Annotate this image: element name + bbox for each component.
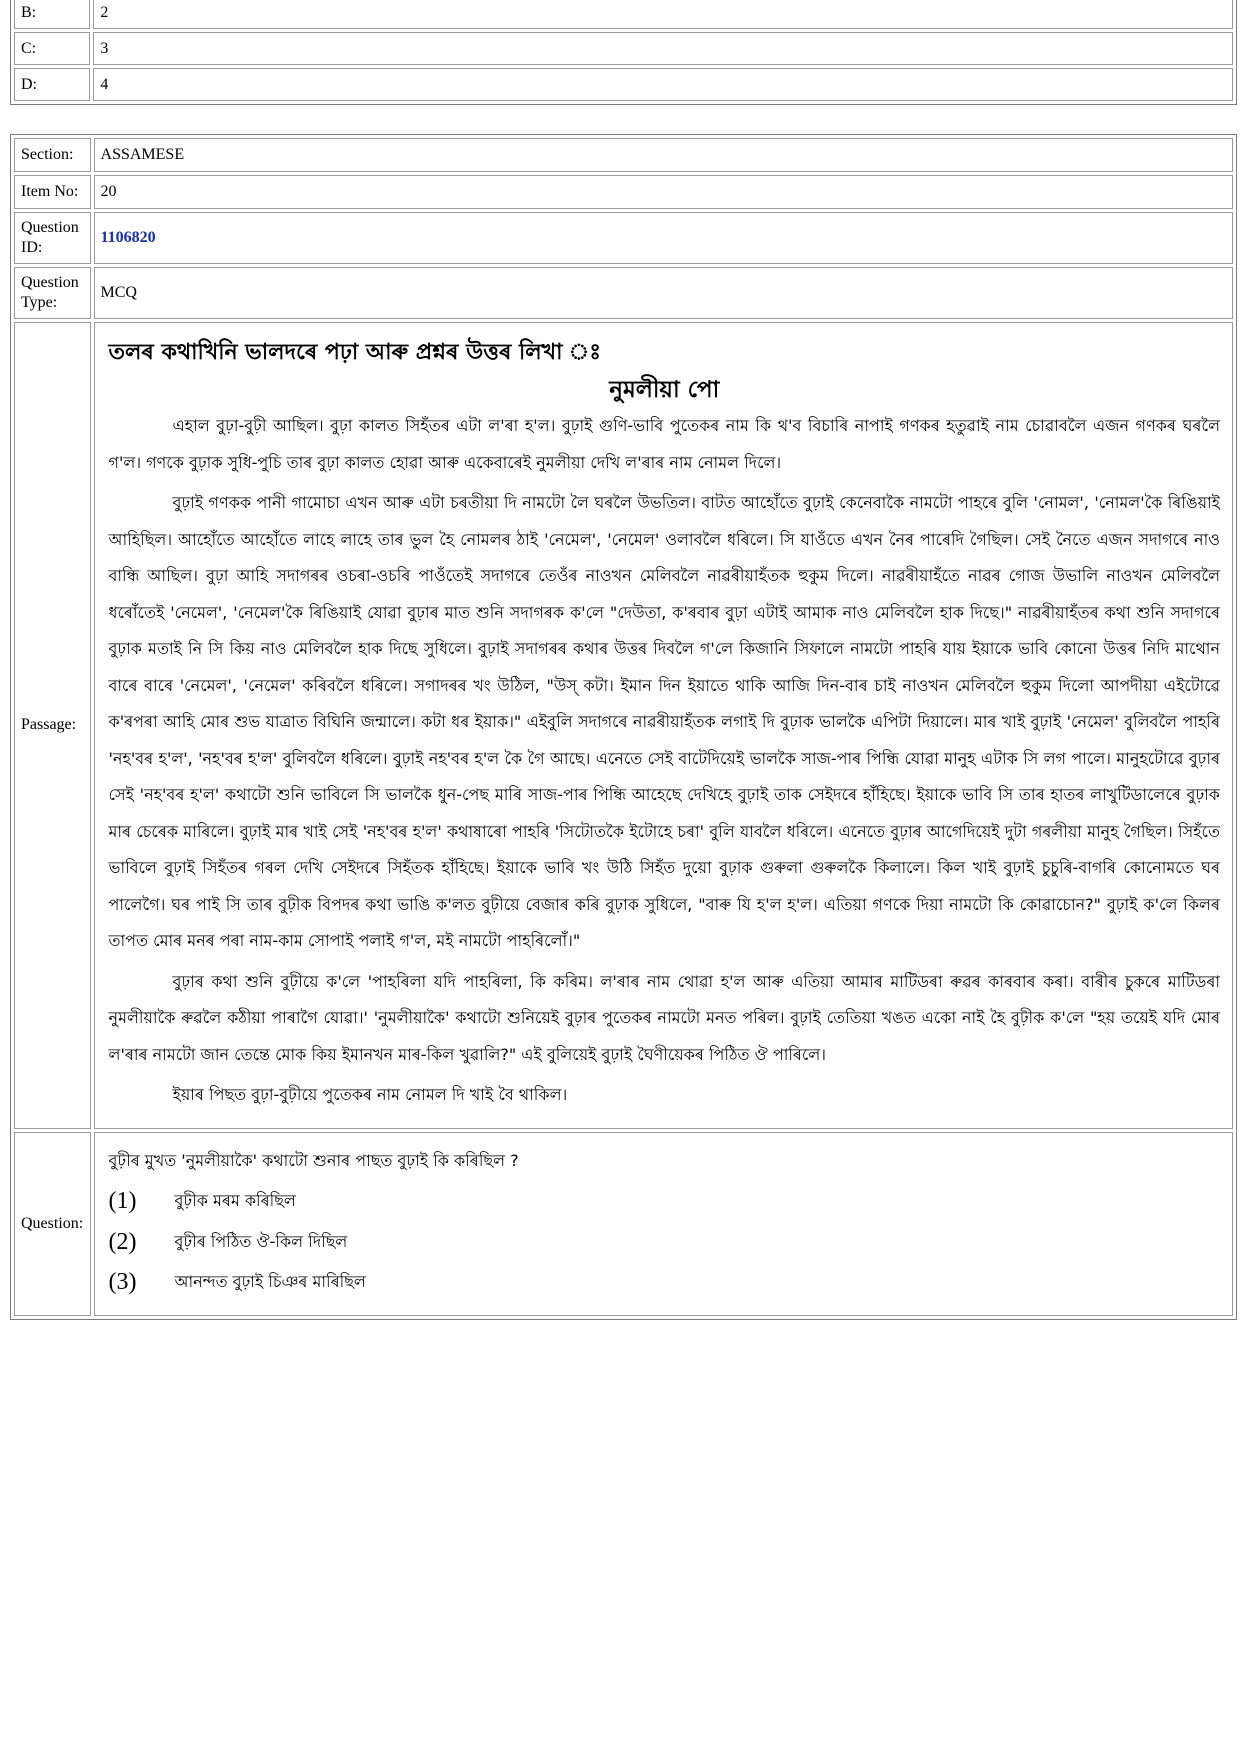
question-type-row <box>14 267 1233 319</box>
option-label: C: <box>14 32 90 65</box>
passage-paragraph: এহাল বুঢ়া-বুঢ়ী আছিল। বুঢ়া কালত সিহঁতৰ এটা ল'ৰা হ'ল। বুঢ়াই গুণি-ভাবি পুতেকৰ নাম কি থ'ব বিচাৰি নাপাই গণকৰ হতুৱাই নাম চোৱাবলৈ এজন গণকৰ ঘৰলৈ গ'ল। গণকে বুঢ়াক সুধি-পুচি তাৰ বুঢ়া কালত হোৱা আৰু একেবাৰেই নুমলীয়া দেখি ল'ৰাৰ নাম নোমল দিলে। <box>108 416 1220 472</box>
passage-title: নুমলীয়া পো <box>609 376 720 403</box>
passage-instruction: তলৰ কথাখিনি ভালদৰে পঢ়া আৰু প্ৰশ্নৰ উত্তৰ লিখা ঃ <box>108 340 601 365</box>
question-text: বুঢ়ীৰ মুখত 'নুমলীয়াকৈ' কথাটো শুনাৰ পাছত বুঢ়াই কি কৰিছিল ? <box>108 1150 519 1170</box>
passage-paragraph: বুঢ়াই গণকক পানী গামোচা এখন আৰু এটা চৰতীয়া দি নামটো লৈ ঘৰলৈ উভতিল। বাটত আহোঁতে বুঢ়াই কেনেবাকৈ নামটো পাহৰে বুলি 'নোমল', 'নোমল'কৈ ৰিঙিয়াই আহিছিল। আহোঁতে আহোঁতে লাহে লাহে তাৰ ভুল হৈ নোমলৰ ঠাই 'নেমেল', 'নেমেল' ওলাবলৈ ধৰিলে। সি যাওঁতে এখন নৈৰ পাৰেদি গৈছিল। সেই নৈতে এজন সদাগৰে নাও বান্ধি আছিল। বুঢ়া আহি সদাগৰৰ ওচৰা-ওচৰি পাওঁতেই সদাগৰে তেওঁৰ নাওখন মেলিবলৈ নাৱৰীয়াহঁতক হুকুম দিলে। নাৱৰীয়াহঁতে নাৱৰ গোজ উভালি নাওখন মেলিবলৈ ধৰোঁতেই 'নেমেল', 'নেমেল'কৈ ৰিঙিয়াই যোৱা বুঢ়াৰ মাত শুনি সদাগৰক ক'লে "দেউতা, ক'ৰবাৰ বুঢ়া এটাই আমাক নাও মেলিবলৈ হাক দিছে।" নাৱৰীয়াহঁতৰ কথা শুনি সদাগৰে বুঢ়াক মতাই নি সি কিয় নাও মেলিবলৈ হাক দিছে সুধিলে। বুঢ়াই সদাগৰৰ কথাৰ উত্তৰ দিবলৈ গ'লে কিজানি সিফালে নামটো পাহৰি যায় ইয়াকে ভাবি কোনো উত্তৰ নিদি মাথোন বাৰে বাৰে 'নেমেল', 'নেমেল' কৰিবলৈ ধৰিলে। সগাদৰৰ খং উঠিল, "উস্ কটা। ইমান দিন ইয়াতে থাকি আজি দিন-বাৰ চাই নাওখন মেলিবলৈ হুকুম দিলো আপদীয়া এইটোৱে ক'ৰপৰা আহি মোৰ শুভ যাত্ৰাত বিঘিনি জন্মালে। কটা ধৰ ইয়াক।" এইবুলি সদাগৰে নাৱৰীয়াহঁতক লগাই দি বুঢ়াক ভালকৈ এপিটা দিয়ালে। মাৰ খাই বুঢ়াই 'নেমেল' বুলিবলৈ পাহৰি 'নহ'বৰ হ'ল', 'নহ'বৰ হ'ল' বুলিবলৈ ধৰিলে। বুঢ়াই নহ'বৰ হ'ল কৈ গৈ আছে। এনেতে সেই বাটেদিয়েই ভালকৈ সাজ-পাৰ পিন্ধি যোৱা মানুহ এটাক সি লগ পালে। মানুহটোৱে বুঢ়াৰ সেই 'নহ'বৰ হ'ল' কথাটো শুনি ভাবিলে সি ভালকৈ ধুন-পেছ মাৰি সাজ-পাৰ পিন্ধি আহেছে দেখিহে বুঢ়াই তাক সেইদৰে হাঁহিছে। ইয়াকে ভাবি সি তাৰ হাতৰ লাখুটিডালেৰে বুঢ়াক মাৰ চেৰেক মাৰিলে। বুঢ়াই মাৰ খাই সেই 'নহ'বৰ হ'ল' কথাষাৰো পাহৰি 'সিটোতকৈ ইটোহে চৰা' বুলি যাবলৈ ধৰিলে। এনেতে বুঢ়াৰ আগেদিয়েই দুটা গৰলীয়া মানুহ গৈছিল। সিহঁতে ভাবিলে বুঢ়াই সিহঁতৰ গৰল দেখি সেইদৰে সিহঁতক হাঁহিছে। ইয়াকে ভাবি খং উঠি সিহঁত দুয়ো বুঢ়াক গুৰুলা গুৰুলকৈ কিলালে। কিল খাই বুঢ়াই চুচুৰি-বাগৰি কোনোমতে ঘৰ পালেগৈ। ঘৰ পাই সি তাৰ বুঢ়ীক বিপদৰ কথা ভাঙি ক'লত বুঢ়ীয়ে বেজাৰ কৰি বুঢ়াক সুধিলে, "বাৰু যি হ'ল হ'ল। এতিয়া গণকে দিয়া নামটো কি কোৱাচোন?" বুঢ়াই ক'লে কিলৰ তাপত মোৰ মনৰ পৰা নাম-কাম সোপাই পলাই গ'ল, মই নামটো পাহৰিলোঁ।" <box>108 493 1220 950</box>
option-value: 2 <box>93 0 1233 29</box>
option-label: D: <box>14 68 90 101</box>
answer-option <box>109 1224 1220 1261</box>
section-label: Section: <box>14 138 91 172</box>
question-row <box>14 1132 1233 1316</box>
passage-row <box>14 322 1233 1129</box>
option-row <box>14 68 1233 101</box>
section-row <box>14 138 1233 172</box>
answer-option-number: (2) <box>108 1228 137 1255</box>
answer-option-number: (1) <box>108 1188 137 1214</box>
question-table <box>10 134 1237 1320</box>
answer-option-number: (3) <box>108 1269 137 1295</box>
answer-option-text: বুঢ়ীৰ পিঠিত ঔ-কিল দিছিল <box>174 1231 348 1251</box>
question-type-label: Question Type: <box>14 267 91 319</box>
item-no-row <box>14 175 1233 209</box>
item-no-value: 20 <box>94 175 1233 209</box>
question-id-value: 1106820 <box>94 212 1233 264</box>
answer-option-text: আনন্দত বুঢ়াই চিঞৰ মাৰিছিল <box>174 1272 366 1291</box>
answer-option-text: বুঢ়ীক মৰম কৰিছিল <box>174 1191 296 1210</box>
passage-content <box>94 322 1233 1129</box>
question-label: Question: <box>14 1132 91 1316</box>
question-type-value: MCQ <box>94 267 1233 319</box>
section-value: ASSAMESE <box>94 138 1233 172</box>
passage-label: Passage: <box>14 322 91 1129</box>
passage-paragraph: ইয়াৰ পিছত বুঢ়া-বুঢ়ীয়ে পুতেকৰ নাম নোমল দি খাই বৈ থাকিল। <box>172 1085 568 1104</box>
question-id-label: Question ID: <box>14 212 91 264</box>
answer-option <box>109 1264 1220 1301</box>
question-content <box>94 1132 1233 1316</box>
item-no-label: Item No: <box>14 175 91 209</box>
prev-options-table <box>10 0 1237 105</box>
passage-paragraph: বুঢ়াৰ কথা শুনি বুঢ়ীয়ে ক'লে 'পাহৰিলা যদি পাহৰিলা, কি কৰিম। ল'ৰাৰ নাম থোৱা হ'ল আৰু এতিয়া আমাৰ মাটিডৰা ৰুৱৰ কাৰবাৰ কৰা। বাৰীৰ চুকৰে মাটিডৰা নুমলীয়াকৈ ৰুৱলৈ কঠীয়া পাৰাগৈ যোৱা।' 'নুমলীয়াকৈ' কথাটো শুনিয়েই বুঢ়াৰ পুতেকৰ নামটো মনত পৰিল। বুঢ়াই তেতিয়া খঙত একো নাই হৈ বুঢ়ীক ক'লে "হয় তয়েই যদি মোৰ ল'ৰাৰ নামটো জান তেন্তে মোক কিয় ইমানখন মাৰ-কিল খুৱালি?" এই বুলিয়েই বুঢ়াই ঘৈণীয়েকৰ পিঠিত ঔ পাৰিলে। <box>108 971 1220 1064</box>
answer-option <box>109 1183 1220 1220</box>
question-id-row <box>14 212 1233 264</box>
option-value: 4 <box>93 68 1233 101</box>
option-row <box>14 0 1233 29</box>
option-row <box>14 32 1233 65</box>
option-value: 3 <box>93 32 1233 65</box>
option-label: B: <box>14 0 90 29</box>
